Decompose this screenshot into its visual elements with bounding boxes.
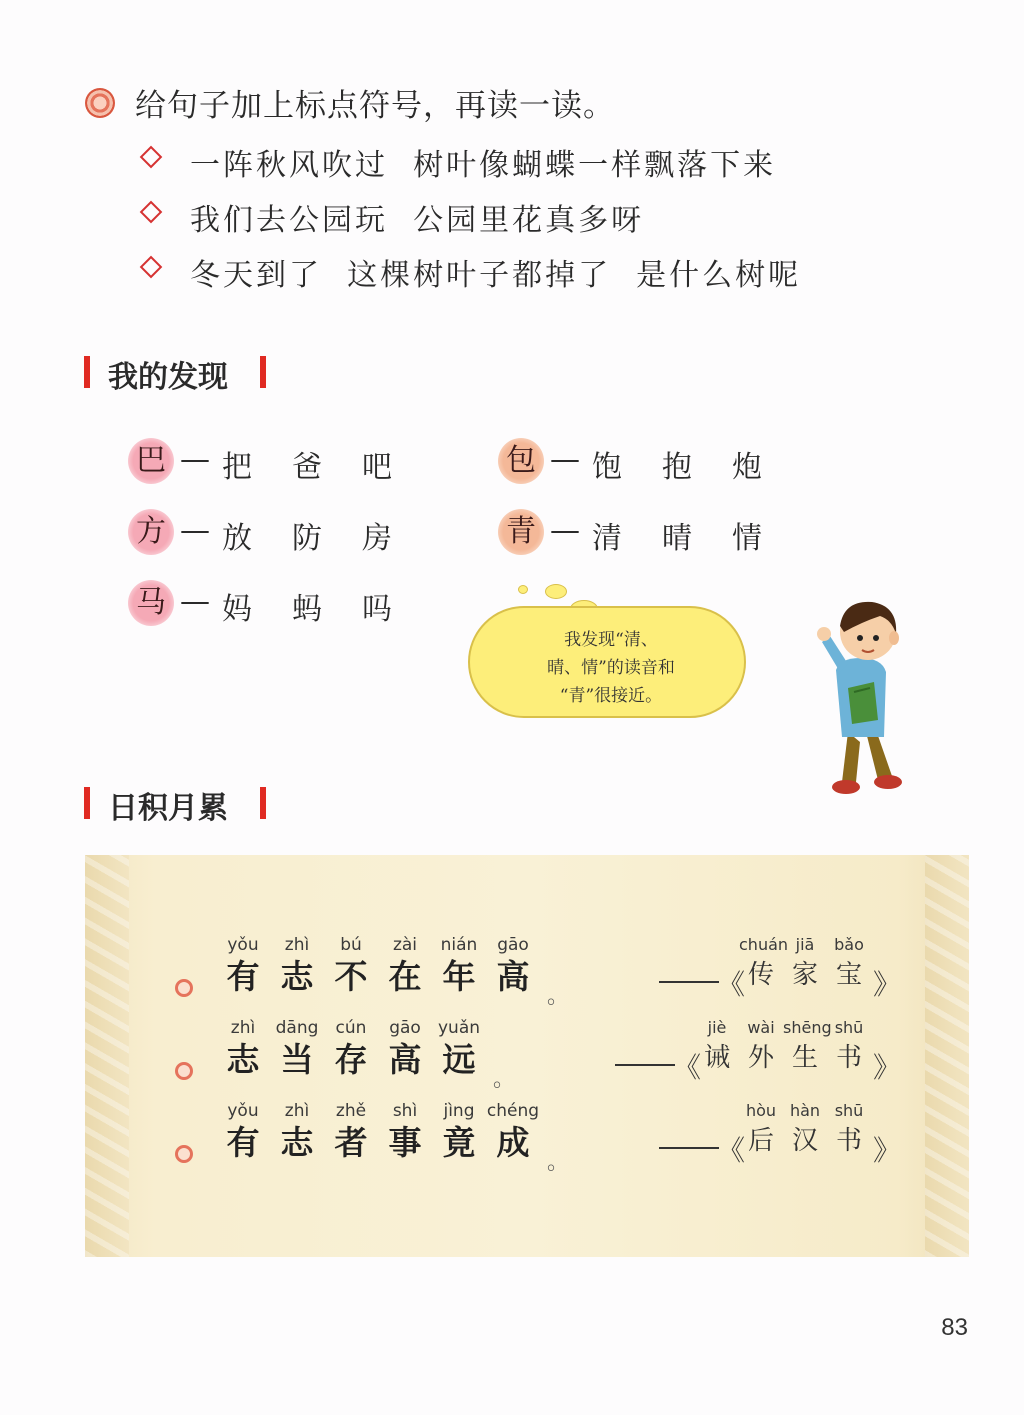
- proverb-char: zài 在: [388, 935, 422, 996]
- source-char: shēng 生: [783, 1018, 832, 1073]
- character: 抱: [662, 450, 692, 485]
- proverb-char: cún 存: [334, 1018, 368, 1079]
- character: 情: [732, 521, 762, 556]
- character-group: 马 — 妈 蚂 吗: [128, 584, 428, 630]
- radical: 包: [498, 438, 544, 484]
- diamond-bullet-icon: [140, 256, 163, 279]
- red-bar-left: [84, 787, 90, 819]
- section-title-accumulation: 日积月累: [84, 783, 274, 823]
- swirl-badge-icon: [85, 88, 115, 118]
- red-bar-right: [260, 787, 266, 819]
- character: 吗: [362, 592, 392, 627]
- proverb-row: [85, 1099, 969, 1179]
- character: 把: [222, 450, 252, 485]
- radical: 巴: [128, 438, 174, 484]
- character: 蚂: [292, 592, 322, 627]
- proverb-source: 《 hòu 后 hàn 汉 shū 书 》: [651, 1099, 901, 1179]
- bubble-dot: [545, 584, 567, 599]
- proverb-panel: [85, 855, 969, 1257]
- red-bar-right: [260, 356, 266, 388]
- dash-line: [659, 1147, 719, 1149]
- proverb-char: bú 不: [334, 935, 368, 996]
- proverb-char: yǒu 有: [226, 935, 260, 996]
- proverb-char: zhě 者: [334, 1101, 368, 1162]
- proverb-source: 《 chuán 传 jiā 家 bǎo 宝 》: [651, 933, 901, 1013]
- period-mark: 。: [493, 1067, 516, 1092]
- character: 炮: [732, 450, 762, 485]
- dash-line: [659, 981, 719, 983]
- character-group: 巴 — 把 爸 吧: [128, 442, 428, 488]
- proverb-char: zhì 志: [226, 1018, 260, 1079]
- radical: 青: [498, 509, 544, 555]
- character: 清: [592, 521, 622, 556]
- proverb-char: shì 事: [388, 1101, 422, 1162]
- proverb-char: nián 年: [440, 935, 478, 996]
- character: 房: [362, 521, 392, 556]
- source-char: jiè 诫: [703, 1018, 730, 1073]
- proverb-row: [85, 933, 969, 1013]
- bubble-text: 我发现“清、 晴、情”的读音和 “青”很接近。: [547, 630, 675, 706]
- proverb-char: dāng 当: [275, 1018, 319, 1079]
- exercise-title: 给句子加上标点符号，再读一读。: [135, 88, 615, 124]
- radical: 方: [128, 509, 174, 555]
- source-char: bǎo 宝: [834, 935, 864, 990]
- source-char: wài 外: [747, 1018, 775, 1073]
- exercise-sentence: 我们去公园玩 公园里花真多呀: [190, 203, 645, 238]
- thought-bubble: [468, 606, 746, 718]
- boy-illustration: [800, 592, 920, 802]
- character: 爸: [292, 450, 322, 485]
- section-title-discovery: 我的发现: [84, 352, 274, 392]
- diamond-bullet-icon: [140, 146, 163, 169]
- proverb-source: 《 jiè 诫 wài 外 shēng 生 shū 书 》: [607, 1016, 901, 1096]
- diamond-bullet-icon: [140, 201, 163, 224]
- proverb-char: chéng 成: [486, 1101, 540, 1162]
- character-group: 青 — 清 晴 情: [498, 513, 798, 559]
- source-char: shū 书: [834, 1101, 864, 1156]
- proverb-row: [85, 1016, 969, 1096]
- proverb-char: jìng 竟: [442, 1101, 476, 1162]
- character: 饱: [592, 450, 622, 485]
- character: 妈: [222, 592, 252, 627]
- exercise-sentence: 冬天到了 这棵树叶子都掉了 是什么树呢: [190, 258, 802, 293]
- bubble-dot: [518, 585, 528, 594]
- exercise-sentence: 一阵秋风吹过 树叶像蝴蝶一样飘落下来: [190, 148, 777, 183]
- character: 晴: [662, 521, 692, 556]
- radical: 马: [128, 580, 174, 626]
- character-group: 方 — 放 防 房: [128, 513, 428, 559]
- source-char: hàn 汉: [789, 1101, 821, 1156]
- source-char: hòu 后: [745, 1101, 777, 1156]
- proverb-char: yǒu 有: [226, 1101, 260, 1162]
- period-mark: 。: [547, 984, 570, 1009]
- proverb-char: gāo 高: [388, 1018, 422, 1079]
- source-char: shū 书: [834, 1018, 864, 1073]
- character: 防: [292, 521, 322, 556]
- proverb-char: zhì 志: [280, 935, 314, 996]
- proverb-char: zhì 志: [280, 1101, 314, 1162]
- character: 放: [222, 521, 252, 556]
- circle-bullet-icon: [175, 1145, 193, 1163]
- character-group: 包 — 饱 抱 炮: [498, 442, 798, 488]
- period-mark: 。: [547, 1150, 570, 1175]
- source-char: jiā 家: [791, 935, 818, 990]
- circle-bullet-icon: [175, 979, 193, 997]
- character: 吧: [362, 450, 392, 485]
- dash-line: [615, 1064, 675, 1066]
- proverb-char: gāo 高: [496, 935, 530, 996]
- source-char: chuán 传: [739, 935, 789, 990]
- proverb-char: yuǎn 远: [437, 1018, 481, 1079]
- red-bar-left: [84, 356, 90, 388]
- circle-bullet-icon: [175, 1062, 193, 1080]
- page-number: 83: [941, 1314, 968, 1341]
